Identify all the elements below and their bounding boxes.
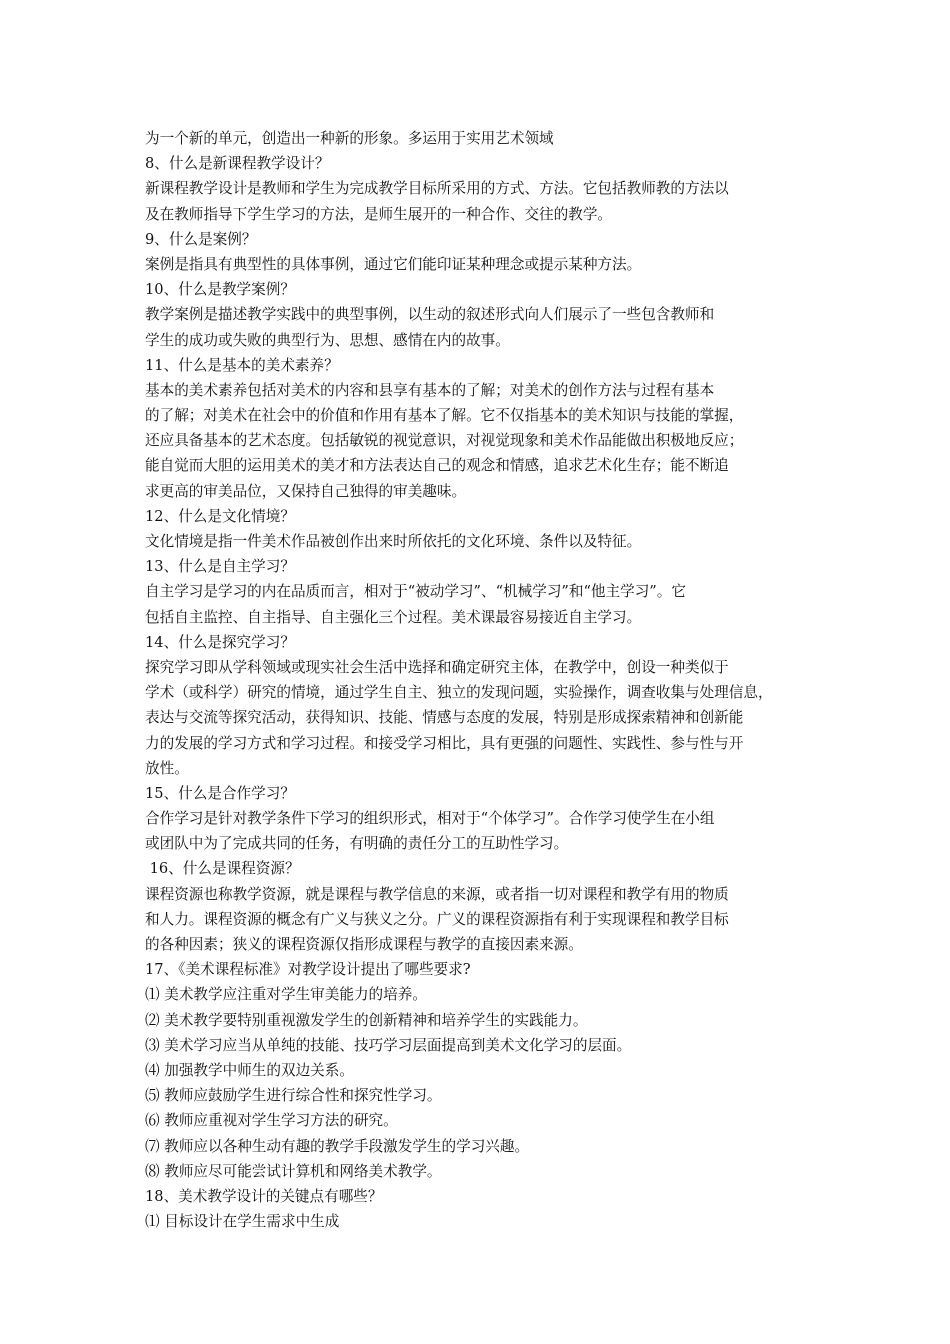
question-heading: 8、什么是新课程教学设计？ <box>145 155 330 173</box>
question-heading: 18、美术教学设计的关键点有哪些？ <box>145 1187 383 1205</box>
list-item: ⑷ 加强教学中师生的双边关系。 <box>145 1061 354 1079</box>
list-item: ⑶ 美术学习应当从单纯的技能、技巧学习层面提高到美术文化学习的层面。 <box>145 1036 632 1054</box>
question-heading: 16、什么是课程资源？ <box>145 860 300 878</box>
paragraph-line: 学生的成功或失败的典型行为、思想、感情在内的故事。 <box>145 331 510 349</box>
question-heading: 9、什么是案例？ <box>145 230 257 248</box>
paragraph-line: 能自觉而大胆的运用美术的美才和方法表达自己的观念和情感，追求艺术化生存；能不断追 <box>145 457 729 475</box>
paragraph-line: 放性。 <box>145 759 189 777</box>
paragraph-line: 课程资源也称教学资源，就是课程与教学信息的来源，或者指一切对课程和教学有用的物质 <box>145 885 729 903</box>
paragraph-line: 学术（或科学）研究的情境，通过学生自主、独立的发现问题，实验操作，调查收集与处理信息， <box>145 684 773 702</box>
paragraph-line: 基本的美术素养包括对美术的内容和县享有基本的了解；对美术的创作方法与过程有基本 <box>145 381 715 399</box>
paragraph-line: 合作学习是针对教学条件下学习的组织形式，相对于“个体学习”。合作学习使学生在小组 <box>145 810 715 828</box>
question-heading: 13、什么是自主学习？ <box>145 558 295 576</box>
list-item: ⑹ 教师应重视对学生学习方法的研究。 <box>145 1112 398 1130</box>
paragraph-line: 及在教师指导下学生学习的方法，是师生展开的一种合作、交往的教学。 <box>145 205 613 223</box>
paragraph-line: 新课程教学设计是教师和学生为完成教学目标所采用的方式、方法。它包括教师教的方法以 <box>145 180 729 198</box>
paragraph-line: 包括自主监控、自主指导、自主强化三个过程。美术课最容易接近自主学习。 <box>145 608 642 626</box>
question-heading: 17、《美术课程标准》对教学设计提出了哪些要求? <box>145 961 471 979</box>
list-item: ⑴ 美术教学应注重对学生审美能力的培养。 <box>145 986 427 1004</box>
paragraph-line: 为一个新的单元，创造出一种新的形象。多运用于实用艺术领域 <box>145 130 554 147</box>
list-item: ⑴ 目标设计在学生需求中生成 <box>145 1213 340 1231</box>
paragraph-line: 或团队中为了完成共同的任务，有明确的责任分工的互助性学习。 <box>145 835 569 853</box>
paragraph-line: 力的发展的学习方式和学习过程。和接受学习相比，具有更强的问题性、实践性、参与性与开 <box>145 734 744 752</box>
question-heading: 15、什么是合作学习？ <box>145 784 295 802</box>
paragraph-line: 自主学习是学习的内在品质而言，相对于“被动学习”、“机械学习”和“他主学习”。它 <box>145 583 686 601</box>
question-heading: 12、什么是文化情境？ <box>145 507 295 525</box>
paragraph-line: 教学案例是描述教学实践中的典型事例，以生动的叙述形式向人们展示了一些包含教师和 <box>145 306 715 324</box>
document-body <box>145 126 815 1234</box>
list-item: ⑻ 教师应尽可能尝试计算机和网络美术教学。 <box>145 1162 442 1180</box>
paragraph-line: 文化情境是指一件美术作品被创作出来时所依托的文化环境、条件以及特征。 <box>145 533 642 550</box>
paragraph-line: 求更高的审美品位，又保持自己独得的审美趣味。 <box>145 482 467 500</box>
paragraph-line: 的了解；对美术在社会中的价值和作用有基本了解。它不仅指基本的美术知识与技能的掌握， <box>145 407 744 425</box>
paragraph-line: 案例是指具有典型性的具体事例，通过它们能印证某种理念或提示某种方法。 <box>145 255 642 273</box>
list-item: ⑵ 美术教学要特别重视激发学生的创新精神和培养学生的实践能力。 <box>145 1011 588 1029</box>
question-heading: 14、什么是探究学习？ <box>145 633 295 651</box>
paragraph-line: 的各种因素；狭义的课程资源仅指形成课程与教学的直接因素来源。 <box>145 936 583 953</box>
paragraph-line: 表达与交流等探究活动，获得知识、技能、情感与态度的发展，特别是形成探索精神和创新能 <box>145 709 744 727</box>
question-heading: 10、什么是教学案例？ <box>145 281 295 299</box>
question-heading: 11、什么是基本的美术素养？ <box>145 356 339 374</box>
paragraph-line: 还应具备基本的艺术态度。包括敏锐的视觉意识，对视觉现象和美术作品能做出积极地反应； <box>145 432 744 450</box>
paragraph-line: 探究学习即从学科领域或现实社会生活中选择和确定研究主体，在教学中，创设一种类似于 <box>145 658 729 676</box>
list-item: ⑺ 教师应以各种生动有趣的教学手段激发学生的学习兴趣。 <box>145 1137 530 1155</box>
paragraph-line: 和人力。课程资源的概念有广义与狭义之分。广义的课程资源指有利于实现课程和教学目标 <box>145 910 729 928</box>
list-item: ⑸ 教师应鼓励学生进行综合性和探究性学习。 <box>145 1087 442 1105</box>
